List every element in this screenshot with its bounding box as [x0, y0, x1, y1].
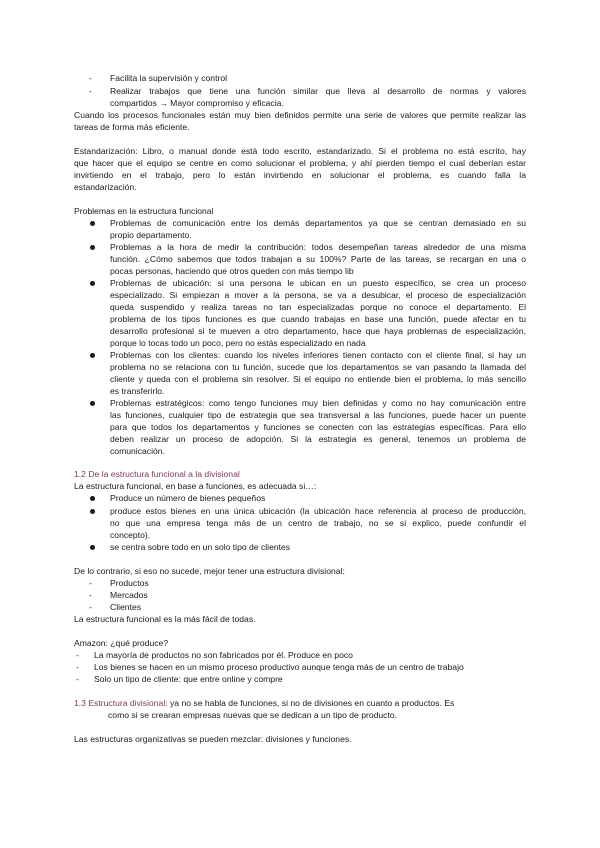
problem-line: comunicación.: [110, 446, 165, 456]
problem-line: las funciones, cualquier tipo de estrategia que sea transversal a las funciones, puede hacer un puente: [110, 410, 526, 420]
top-list-item: Realizar trabajos que tiene una función similar que lleva al desarrollo de normas y valores: [110, 86, 526, 96]
amazon-item: Solo un tipo de cliente: que entre online y compre: [94, 674, 283, 684]
division-type: Productos: [110, 578, 149, 588]
paragraph-line: Estandarización: Libro, o manual donde está todo escrito, estandarizado. Si el problema no está escrito, hay: [74, 146, 526, 156]
paragraph-line: como si se crearan empresas nuevas que se dedican a un tipo de producto.: [108, 710, 398, 720]
paragraph-line: La estructura funcional, en base a funciones, es adecuada si…:: [74, 481, 317, 491]
paragraph-line: que hacer que el equipo se centre en como solucionar el problema, y ahí pierden tiempo el cual deberían estar: [74, 158, 526, 168]
problem-line: Problemas estratégicos: como tengo funciones muy bien definidas y como no hay comunicación entre: [110, 398, 526, 408]
problem-line: problema no se relaciona con tu función, sucede que los departamentos se van pasando la llamada del: [110, 362, 526, 372]
list-dash: -: [89, 602, 92, 612]
section-1-3-text: ya no se habla de funciones, si no de divisiones en cuanto a productos. Es: [167, 698, 455, 708]
list-dash: -: [76, 662, 79, 672]
list-dash: -: [89, 86, 92, 96]
bullet: [90, 245, 95, 250]
problem-line: pocas personas, haciendo que otros queden con más tiempo lib: [110, 266, 354, 276]
problem-line: es transferirlo.: [110, 386, 165, 396]
problem-line: Problemas de ubicación: si una persona le ubican en un puesto específico, se crea un proceso: [110, 278, 526, 288]
paragraph-line: De lo contrario, si eso no sucede, mejor tener una estructura divisional:: [74, 566, 345, 576]
condition-line: se centra sobre todo en un solo tipo de clientes: [110, 542, 291, 552]
bullet: [90, 509, 95, 514]
problem-line: deben realizar un proceso de adopción. Si la estrategia es general, tenemos un problema de: [110, 434, 526, 444]
division-type: Clientes: [110, 602, 142, 612]
problem-line: propio departamento.: [110, 230, 192, 240]
section-heading-1-3-line: [74, 697, 454, 709]
section-title: Problemas en la estructura funcional: [74, 206, 214, 216]
paragraph-line: Amazon: ¿qué produce?: [74, 638, 169, 648]
top-list-item: Facilita la supervisión y control: [110, 73, 228, 83]
section-heading-1-2: 1.2 De la estructura funcional a la divisional: [74, 469, 240, 479]
paragraph-line: tareas de forma más eficiente.: [74, 122, 190, 132]
problem-line: porque lo tocas todo un poco, pero no estás especializado en nada: [110, 338, 366, 348]
condition-line: produce estos bienes en una única ubicación (la ubicación hace referencia al proceso de producción,: [110, 506, 526, 516]
problem-line: función. ¿Cómo sabemos que todos trabajan a su 100%? Parte de las tareas, se recargan en una o: [110, 254, 526, 264]
problem-line: cliente y queda con el problema sin resolver. Si el equipo no entiende bien el problema, lo más sencillo: [110, 374, 526, 384]
list-dash: -: [89, 578, 92, 588]
paragraph-line: Las estructuras organizativas se pueden mezclar: divisiones y funciones.: [74, 734, 352, 744]
paragraph-line: invirtiendo en el trabajo, pero lo están invirtiendo en solucionar el problema, es cuando falla la: [74, 170, 526, 180]
division-type: Mercados: [110, 590, 148, 600]
list-dash: -: [76, 674, 79, 684]
list-dash: -: [89, 590, 92, 600]
bullet: [90, 353, 95, 358]
section-heading-1-3: 1.3 Estructura divisional:: [74, 698, 168, 708]
bullet: [90, 281, 95, 286]
problem-line: Problemas con los clientes: cuando los niveles inferiores tienen contacto con el cliente final, si hay un: [110, 350, 526, 360]
list-dash: -: [76, 650, 79, 660]
bullet: [90, 545, 95, 550]
amazon-item: Los bienes se hacen en un mismo proceso productivo aunque tenga más de un centro de trabajo: [94, 662, 464, 672]
top-list-item-cont: compartidos → Mayor compromiso y eficacia.: [110, 98, 284, 108]
problem-line: queda suspendido y realiza tareas no tan especializadas porque no conoce el departamento. El: [110, 302, 526, 312]
condition-line: Produce un número de bienes pequeños: [110, 493, 266, 503]
condition-line: no que una empresa tenga más de un centro de trabajo, no se si explico, puede confundir el: [110, 518, 526, 528]
problem-line: problema de los tipos funciones es que cuando trabajas en base una función, puede afectar en tu: [110, 314, 526, 324]
amazon-item: La mayoría de productos no son fabricados por él. Produce en poco: [94, 650, 353, 660]
problem-line: especializado. Si empiezan a mover a la persona, se va a desubicar, el proceso de especialización: [110, 290, 526, 300]
list-dash: -: [89, 73, 92, 83]
bullet: [90, 401, 95, 406]
bullet: [90, 496, 95, 501]
problem-line: desarrollo profesional si te mueven a otro departamento, hace que haya problemas de especialización,: [110, 326, 526, 336]
condition-line: concepto).: [110, 530, 151, 540]
problem-line: Problemas a la hora de medir la contribución: todos desempeñan tareas alrededor de una misma: [110, 242, 526, 252]
paragraph-line: estandarización.: [74, 182, 137, 192]
problem-line: para que todos los departamentos y funciones se conecten con las estrategias específicas. Para ello: [110, 422, 526, 432]
paragraph-line: Cuando los procesos funcionales están muy bien definidos permite una serie de valores que permite realizar las: [74, 110, 526, 120]
bullet: [90, 221, 95, 226]
problem-line: Problemas de comunicación entre los demás departamentos ya que se centran demasiado en su: [110, 218, 526, 228]
paragraph-line: La estructura funcional es la más fácil de todas.: [74, 614, 256, 624]
